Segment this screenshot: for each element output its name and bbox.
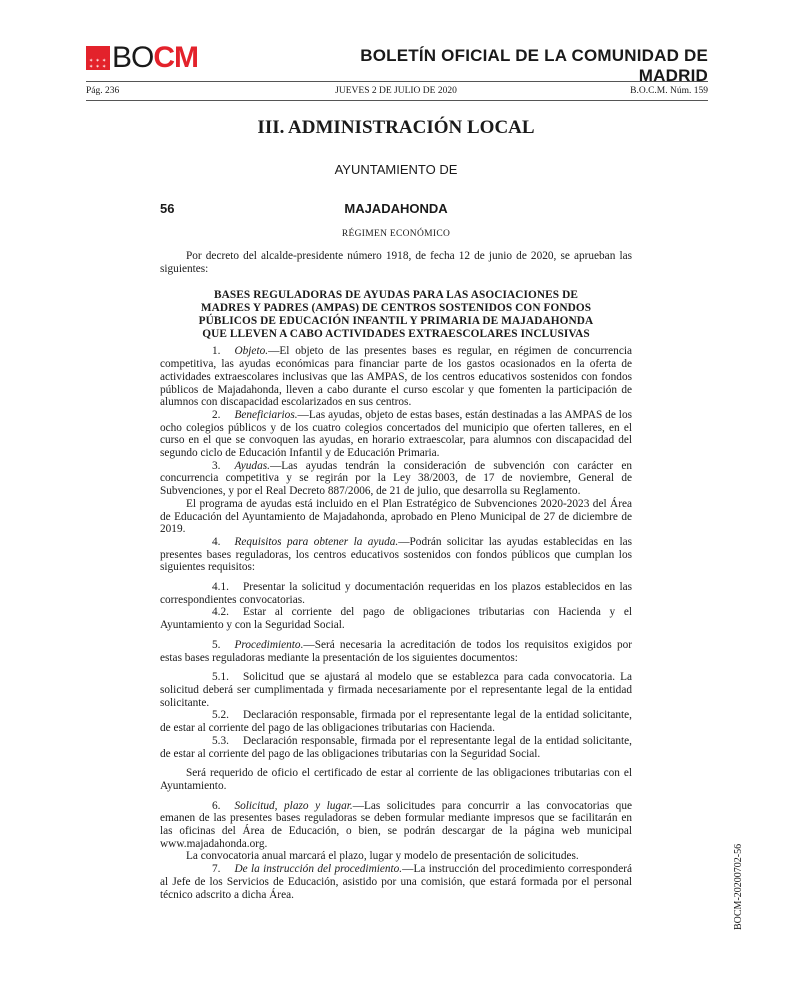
article-title: Beneficiarios. [234,408,298,421]
section-title: III. ADMINISTRACIÓN LOCAL [257,117,535,138]
bocm-logo [86,41,199,74]
logo-text-bo: BO [112,41,154,74]
logo-text-cm: CM [153,41,199,74]
article-6: 6. Solicitud, plazo y lugar.—Las solicitudes para concurrir a las convocatorias que emanen de las presentes bases reguladoras se deben formular mediante impresos que se facilitarán en las oficinas del Área de Educación, o bien, se podrán descargar de la página web municipal www.majadahonda.org. [160,799,632,850]
header-rule-bottom [86,100,708,101]
article-2: 2. Beneficiarios.—Las ayudas, objeto de estas bases, están destinadas a las AMPAS de los ocho colegios públicos y de los cuatro colegios concertados del municipio que oferten talleres, en el curso en el que se convoquen las ayudas, en horario extraescolar, para alumnos con discapacidad del segundo ciclo de Educación Infantil y de Educación Primaria. [160,408,632,460]
article-title: Objeto. [234,345,269,358]
article-5-3: 5.3. Declaración responsable, firmada por el representante legal de la entidad solicitante, de estar al corriente del pago de las obligaciones tributarias con la Seguridad Social. [160,734,632,760]
article-5: 5. Procedimiento.—Será necesaria la acreditación de todos los requisitos exigidos por estas bases reguladoras mediante la presentación de los siguientes documentos: [160,638,632,664]
document-body [160,250,632,901]
article-5-1: 5.1. Solicitud que se ajustará al modelo que se establezca para cada convocatoria. La solicitud deberá ser cumplimentada y firmada necesariamente por el representante legal de la entidad solicitante. [160,671,632,709]
publication-date: JUEVES 2 DE JULIO DE 2020 [335,86,457,96]
page-number: Pág. 236 [86,86,120,96]
article-title: Requisitos para obtener la ayuda. [234,535,399,548]
article-title: Solicitud, plazo y lugar. [234,799,353,812]
madrid-flag-icon: ✶ ✶ ✶ ✶ ✶ ✶ [86,46,110,70]
article-6-continued: La convocatoria anual marcará el plazo, lugar y modelo de presentación de solicitudes. [186,850,579,863]
article-title: De la instrucción del procedimiento. [234,863,403,876]
document-code: BOCM-20200702-56 [733,843,744,930]
article-3-continued: El programa de ayudas está incluido en el Plan Estratégico de Subvenciones 2020-2023 del Área de Educación del Ayuntamiento de Majadahonda, aprobado en Pleno Municipal de 27 de diciembre de 2019. [160,497,632,536]
article-3: 3. Ayudas.—Las ayudas tendrán la consideración de subvención con carácter en concurrencia competitiva y se regirán por la Ley 38/2003, de 17 de noviembre, General de Subvenciones, y por el Real Decreto 887/2006, de 21 de julio, que desarrolla su Reglamento. [160,459,632,498]
article-5-note: Será requerido de oficio el certificado de estar al corriente de las obligaciones tributarias con el Ayuntamiento. [160,767,632,792]
article-5-2: 5.2. Declaración responsable, firmada por el representante legal de la entidad solicitante, de estar al corriente del pago de las obligaciones tributarias con Hacienda. [160,709,632,735]
heading-line: MADRES Y PADRES (AMPAS) DE CENTROS SOSTENIDOS CON FONDOS [200,302,592,315]
article-4: 4. Requisitos para obtener la ayuda.—Podrán solicitar las ayudas establecidas en las presentes bases reguladoras, los centros educativos sostenidos con fondos públicos que cumplan los siguientes requisitos: [160,535,633,574]
anuncio-number: 56 [160,201,175,216]
bases-heading [160,289,632,341]
issue-number: B.O.C.M. Núm. 159 [630,86,708,96]
municipio-name: MAJADAHONDA [344,201,448,216]
ayuntamiento-label: AYUNTAMIENTO DE [334,162,458,177]
header-rule-top [86,81,708,82]
article-title: Ayudas. [234,459,270,472]
subsection-label: RÉGIMEN ECONÓMICO [341,229,451,239]
article-7: 7. De la instrucción del procedimiento.—La instrucción del procedimiento corresponderá al Jefe de los Servicios de Educación, asistido por una comisión, que estará formada por el personal técnico adscrito a dicha Área. [160,863,632,901]
heading-line: BASES REGULADORAS DE AYUDAS PARA LAS ASOCIACIONES DE [214,289,578,302]
article-title: Procedimiento. [234,638,304,651]
publication-title: BOLETÍN OFICIAL DE LA COMUNIDAD DE MADRID [360,46,708,85]
article-4-2: 4.2. Estar al corriente del pago de obligaciones tributarias con Hacienda y el Ayuntamiento y con la Seguridad Social. [160,606,632,632]
article-1: 1. Objeto.—El objeto de las presentes bases es regular, en régimen de concurrencia competitiva, las ayudas económicas para financiar parte de los gastos ocasionados en la oferta de actividades extraescolares inclusivas que las AMPAS, de los centros educativos sostenidos con fondos públicos de Majadahonda, lleven a cabo durante el curso escolar y que fomenten la participación de alumnos con discapacidad escolarizados en sus centros. [160,345,632,409]
heading-line: PÚBLICOS DE EDUCACIÓN INFANTIL Y PRIMARIA DE MAJADAHONDA [198,315,594,328]
intro-paragraph: Por decreto del alcalde-presidente número 1918, de fecha 12 de junio de 2020, se aprueban las siguientes: [160,250,632,275]
heading-line: QUE LLEVEN A CABO ACTIVIDADES EXTRAESCOLARES INCLUSIVAS [202,328,590,341]
article-4-1: 4.1. Presentar la solicitud y documentación requeridas en los plazos establecidos en las correspondientes convocatorias. [160,581,632,606]
